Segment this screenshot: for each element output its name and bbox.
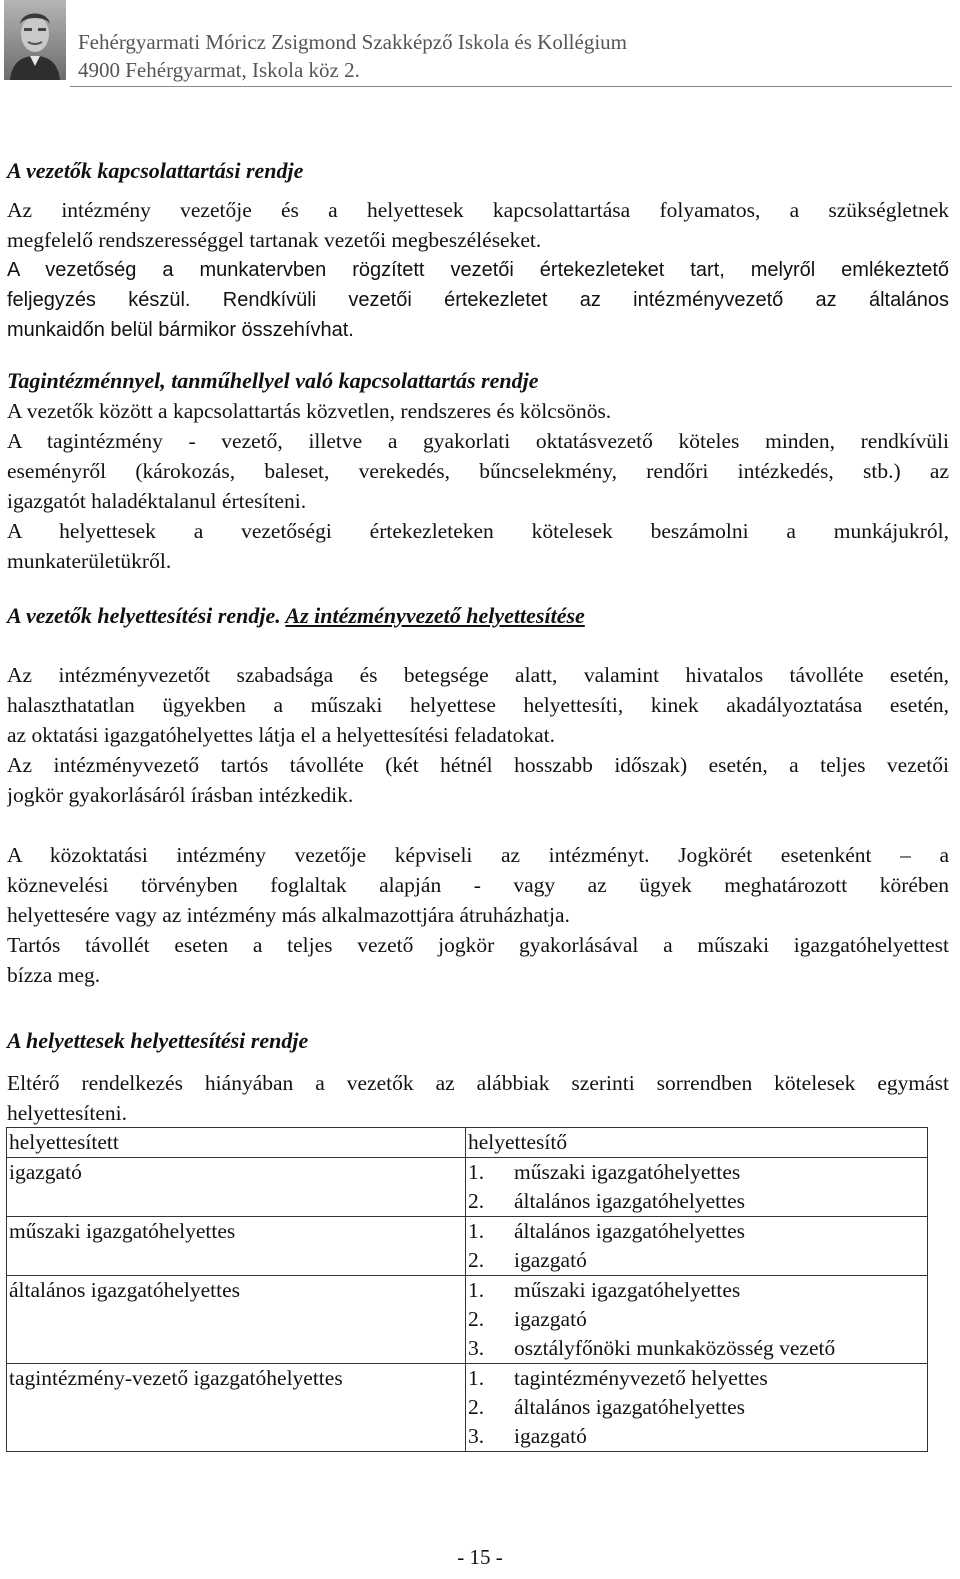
text-line: A helyettesek a vezetőségi értekezleteken kötelesek beszámolni a munkájukról, bbox=[7, 519, 949, 543]
section-leaders-contact-body bbox=[7, 195, 949, 255]
school-name: Fehérgyarmati Móricz Zsigmond Szakképző Iskola és Kollégium bbox=[78, 30, 627, 54]
section-leaders-meetings bbox=[7, 255, 949, 345]
portrait-photo bbox=[4, 0, 66, 80]
text-line: feljegyzés készül. Rendkívüli vezetői értekezletet az intézményvezető az általános bbox=[7, 289, 949, 311]
substitute-order: 3. bbox=[468, 1336, 485, 1360]
section-title: A vezetők kapcsolattartási rendje bbox=[7, 158, 304, 183]
substitute-order: 1. bbox=[468, 1219, 485, 1243]
substitute-name: igazgató bbox=[514, 1248, 587, 1272]
text-line: Az intézmény vezetője és a helyettesek kapcsolattartása folyamatos, a szükségletnek bbox=[7, 198, 949, 222]
substitute-order: 2. bbox=[468, 1189, 485, 1213]
substitute-item bbox=[468, 1246, 927, 1275]
substitute-order: 3. bbox=[468, 1424, 485, 1448]
text-line: bízza meg. bbox=[7, 963, 101, 987]
substitute-item bbox=[468, 1158, 927, 1187]
substitute-name: osztályfőnöki munkaközösség vezető bbox=[514, 1336, 836, 1360]
text-line: Az intézményvezetőt szabadsága és betegsége alatt, valamint hivatalos távolléte esetén, bbox=[7, 663, 949, 687]
substitute-name: általános igazgatóhelyettes bbox=[514, 1189, 746, 1213]
section-title-part2: Az intézményvezető helyettesítése bbox=[285, 603, 585, 628]
substitution-table bbox=[6, 1127, 928, 1452]
substitute-name: általános igazgatóhelyettes bbox=[514, 1395, 746, 1419]
substituted-role: igazgató bbox=[7, 1158, 466, 1217]
substitute-order: 1. bbox=[468, 1366, 485, 1390]
substitute-order: 1. bbox=[468, 1160, 485, 1184]
substitute-item bbox=[468, 1393, 927, 1422]
substitute-name: igazgató bbox=[514, 1424, 587, 1448]
section-substitution-para2 bbox=[7, 840, 949, 990]
section-title: Tagintézménnyel, tanműhellyel való kapcsolattartás rendje bbox=[7, 368, 539, 393]
page-header bbox=[0, 0, 960, 88]
substitute-name: műszaki igazgatóhelyettes bbox=[514, 1278, 741, 1302]
text-line: köznevelési törvényben foglaltak alapján - vagy az ügyek meghatározott körében bbox=[7, 873, 949, 897]
page-number: - 15 - bbox=[457, 1545, 503, 1569]
substituted-role: általános igazgatóhelyettes bbox=[7, 1276, 466, 1364]
substitute-list bbox=[466, 1217, 928, 1276]
substitute-order: 2. bbox=[468, 1248, 485, 1272]
section-title-part1: A vezetők helyettesítési rendje. bbox=[7, 603, 281, 628]
substitute-order: 2. bbox=[468, 1307, 485, 1331]
text-line: eseményről (károkozás, baleset, verekedés, bűncselekmény, rendőri intézkedés, stb.) az bbox=[7, 459, 949, 483]
text-line: A tagintézmény ‐ vezető, illetve a gyakorlati oktatásvezető köteles minden, rendkívüli bbox=[7, 429, 949, 453]
substitute-item bbox=[468, 1187, 927, 1216]
substituted-role: műszaki igazgatóhelyettes bbox=[7, 1217, 466, 1276]
section-leaders-contact bbox=[7, 158, 949, 184]
substitute-list bbox=[466, 1364, 928, 1452]
text-line: megfelelő rendszerességgel tartanak vezetői megbeszéléseket. bbox=[7, 228, 542, 252]
table-row bbox=[7, 1276, 928, 1364]
section-member-institution bbox=[7, 368, 949, 394]
substitute-item bbox=[468, 1276, 927, 1305]
text-line: munkaterületükről. bbox=[7, 549, 172, 573]
text-line: helyettesíteni. bbox=[7, 1101, 128, 1125]
section-substitution-para1 bbox=[7, 660, 949, 810]
section-title bbox=[7, 603, 949, 629]
section-deputy-substitution-intro bbox=[7, 1068, 949, 1128]
text-line: jogkör gyakorlásáról írásban intézkedik. bbox=[7, 783, 354, 807]
substitute-item bbox=[468, 1422, 927, 1451]
section-substitution bbox=[7, 603, 949, 629]
substitute-item bbox=[468, 1217, 927, 1246]
school-address: 4900 Fehérgyarmat, Iskola köz 2. bbox=[78, 58, 360, 82]
text-line: Eltérő rendelkezés hiányában a vezetők az alábbiak szerinti sorrendben kötelesek egymást bbox=[7, 1071, 949, 1095]
table-row bbox=[7, 1364, 928, 1452]
table-header-row bbox=[7, 1128, 928, 1158]
text-line: helyettesére vagy az intézmény más alkalmazottjára átruházhatja. bbox=[7, 903, 570, 927]
substitute-order: 2. bbox=[468, 1395, 485, 1419]
text-line: Tartós távollét eseten a teljes vezető jogkör gyakorlásával a műszaki igazgatóhelyettest bbox=[7, 933, 949, 957]
section-member-institution-body bbox=[7, 396, 949, 576]
substitute-order: 1. bbox=[468, 1278, 485, 1302]
text-line: A vezetők között a kapcsolattartás közvetlen, rendszeres és kölcsönös. bbox=[7, 399, 612, 423]
column-header-substitute: helyettesítő bbox=[466, 1128, 928, 1158]
substitute-name: igazgató bbox=[514, 1307, 587, 1331]
substitute-list bbox=[466, 1276, 928, 1364]
substitute-item bbox=[468, 1364, 927, 1393]
substitute-item bbox=[468, 1334, 927, 1363]
section-title: A helyettesek helyettesítési rendje bbox=[7, 1028, 309, 1053]
text-line: A közoktatási intézmény vezetője képviseli az intézményt. Jogkörét esetenként – a bbox=[7, 843, 949, 867]
text-line: A vezetőség a munkatervben rögzített vezetői értekezleteket tart, melyről emlékeztető bbox=[7, 259, 949, 281]
substituted-role: tagintézmény-vezető igazgatóhelyettes bbox=[7, 1364, 466, 1452]
substitute-name: tagintézményvezető helyettes bbox=[514, 1366, 768, 1390]
text-line: igazgatót haladéktalanul értesíteni. bbox=[7, 489, 307, 513]
substitute-list bbox=[466, 1158, 928, 1217]
section-deputy-substitution bbox=[7, 1028, 949, 1054]
table-row bbox=[7, 1217, 928, 1276]
substitute-name: műszaki igazgatóhelyettes bbox=[514, 1160, 741, 1184]
text-line: az oktatási igazgatóhelyettes látja el a helyettesítési feladatokat. bbox=[7, 723, 556, 747]
substitute-name: általános igazgatóhelyettes bbox=[514, 1219, 746, 1243]
column-header-substituted: helyettesített bbox=[7, 1128, 466, 1158]
text-line: halaszthatatlan ügyekben a műszaki helyettese helyettesíti, kinek akadályoztatása esetén, bbox=[7, 693, 949, 717]
text-line: munkaidőn belül bármikor összehívhat. bbox=[7, 319, 354, 341]
header-divider bbox=[70, 86, 952, 87]
text-line: Az intézményvezető tartós távolléte (két hétnél hosszabb időszak) esetén, a teljes vezetői bbox=[7, 753, 949, 777]
table-row bbox=[7, 1158, 928, 1217]
substitute-item bbox=[468, 1305, 927, 1334]
